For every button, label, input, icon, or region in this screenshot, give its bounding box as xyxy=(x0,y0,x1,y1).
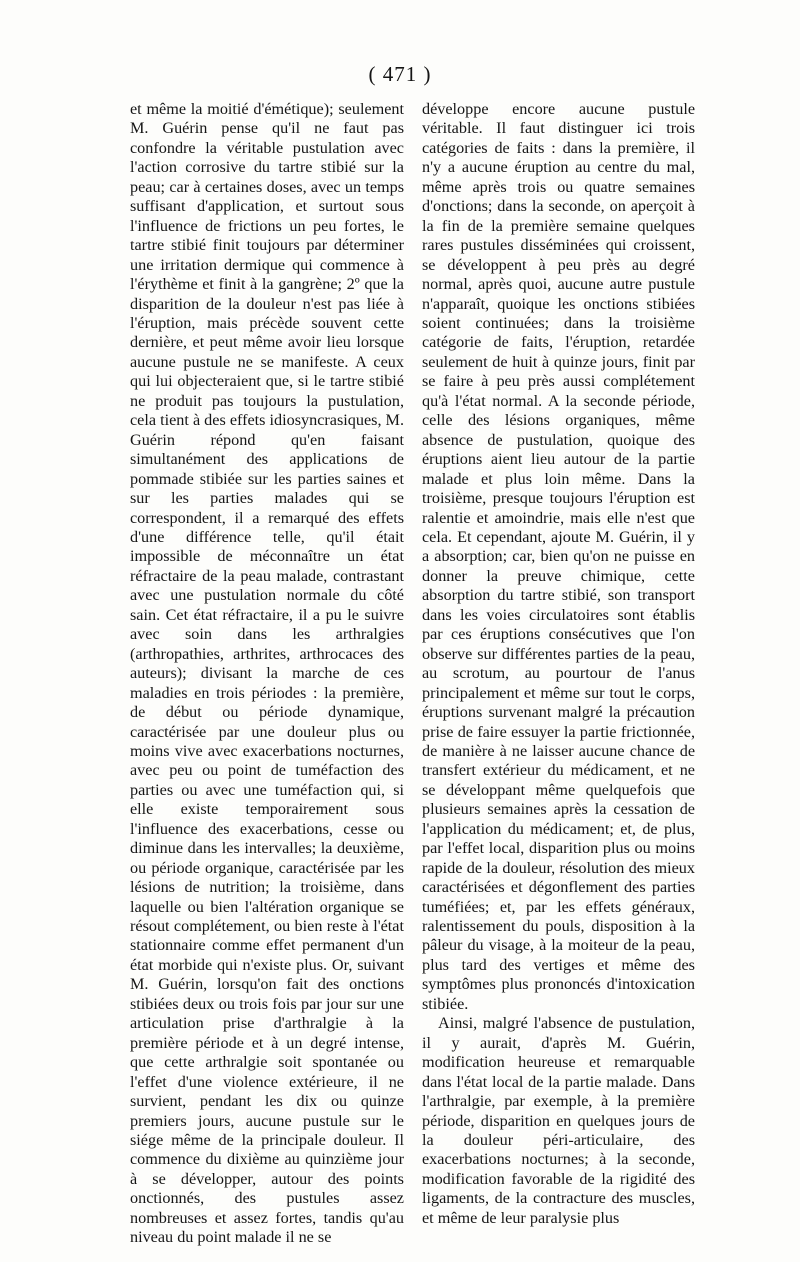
text-column-right xyxy=(422,100,695,1227)
text-column-left xyxy=(130,100,404,1247)
paragraph: développe encore aucune pustule véritable. Il faut distinguer ici trois catégories de faits : dans la première, il n'y a aucune éruption au centre du mal, même après trois ou quatre semaines d'onctions; dans la seconde, on aperçoit à la fin de la première semaine quelques rares pustules disséminées qui croissent, se développent à peu près au degré normal, après quoi, aucune autre pustule n'apparaît, quoique les onctions stibiées soient continuées; dans la troisième catégorie de faits, l'éruption, retardée seulement de huit à quinze jours, finit par se faire à peu près aussi complétement qu'à l'état normal. A la seconde période, celle des lésions organiques, même absence de pustulation, quoique des éruptions aient lieu autour de la partie malade et plus loin même. Dans la troisième, presque toujours l'éruption est ralentie et amoindrie, mais elle n'est que cela. Et cependant, ajoute M. Guérin, il y a absorption; car, bien qu'on ne puisse en donner la preuve chimique, cette absorption du tartre stibié, son transport dans les voies circulatoires sont établis par ces éruptions consécutives que l'on observe sur différentes parties de la peau, au scrotum, au pourtour de l'anus principalement et même sur tout le corps, éruptions survenant malgré la précaution prise de faire essuyer la partie frictionnée, de manière à ne laisser aucune chance de transfert extérieur du médicament, et ne se développant même quelquefois que plusieurs semaines après la cessation de l'application du médicament; et, de plus, par l'effet local, disparition plus ou moins rapide de la douleur, résolution des mieux caractérisées et dégonflement des parties tuméfiées; et, par les effets généraux, ralentissement du pouls, disposition à la pâleur du visage, à la moiteur de la peau, plus tard des vertiges et même des symptômes plus prononcés d'intoxication stibiée. xyxy=(422,100,695,1013)
paragraph: et même la moitié d'émétique); seulement M. Guérin pense qu'il ne faut pas confondre la véritable pustulation avec l'action corrosive du tartre stibié sur la peau; car à certaines doses, avec un temps suffisant d'application, et surtout sous l'influence de frictions un peu fortes, le tartre stibié finit toujours par déterminer une irritation dermique qui commence à l'érythème et finit à la gangrène; 2º que la disparition de la douleur n'est pas liée à l'éruption, mais précède souvent cette dernière, et peut même avoir lieu lorsque aucune pustule ne se manifeste. A ceux qui lui objecteraient que, si le tartre stibié ne produit pas toujours la pustulation, cela tient à des effets idiosyncrasiques, M. Guérin répond qu'en faisant simultanément des applications de pommade stibiée sur les parties saines et sur les parties malades qui se correspondent, il a remarqué des effets d'une différence telle, qu'il était impossible de méconnaître un état réfractaire de la peau malade, contrastant avec une pustulation normale du côté sain. Cet état réfractaire, il a pu le suivre avec soin dans les arthralgies (arthropathies, arthrites, arthrocaces des auteurs); divisant la marche de ces maladies en trois périodes : la première, de début ou période dynamique, caractérisée par une douleur plus ou moins vive avec exacerbations nocturnes, avec peu ou point de tuméfaction des parties ou avec une tuméfaction qui, si elle existe temporairement sous l'influence des exacerbations, cesse ou diminue dans les intervalles; la deuxième, ou période organique, caractérisée par les lésions de nutrition; la troisième, dans laquelle ou bien l'altération organique se résout complétement, ou bien reste à l'état stationnaire comme effet permanent d'un état morbide qui n'existe plus. Or, suivant M. Guérin, lorsqu'on fait des onctions stibiées deux ou trois fois par jour sur une articulation prise d'arthralgie à la première période et à un degré intense, que cette arthralgie soit spontanée ou l'effet d'une violence extérieure, il ne survient, pendant les dix ou quinze premiers jours, aucune pustule sur le siége même de la principale douleur. Il commence du dixième au quinzième jour à se développer, autour des points onctionnés, des pustules assez nombreuses et assez fortes, tandis qu'au niveau du point malade il ne se xyxy=(130,100,404,1247)
page-number: ( 471 ) xyxy=(368,62,432,86)
paragraph: Ainsi, malgré l'absence de pustulation, il y aurait, d'après M. Guérin, modification heureuse et remarquable dans l'état local de la partie malade. Dans l'arthralgie, par exemple, à la première période, disparition en quelques jours de la douleur péri-articulaire, des exacerbations nocturnes; à la seconde, modification favorable de la rigidité des ligaments, de la contracture des muscles, et même de leur paralysie plus xyxy=(422,1014,695,1227)
